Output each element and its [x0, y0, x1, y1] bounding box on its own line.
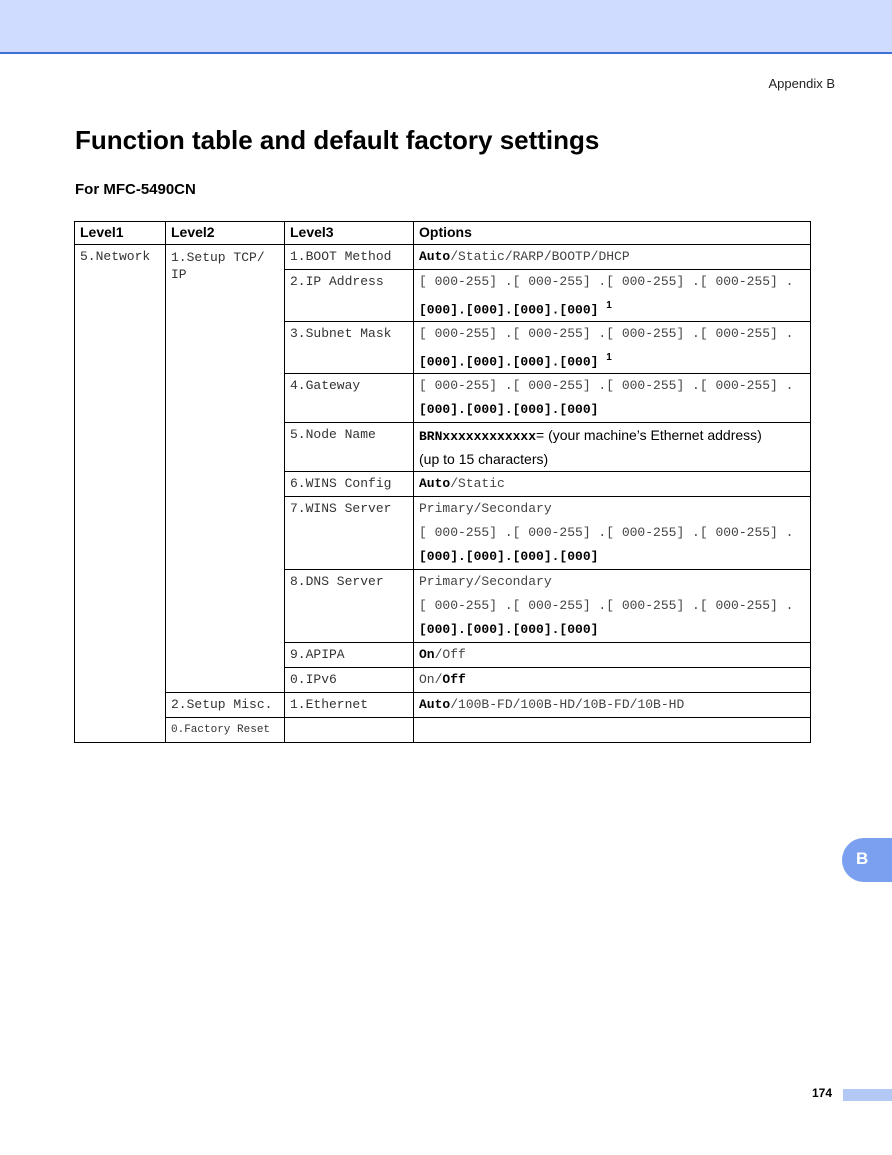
level3-apipa	[285, 643, 414, 668]
level3-wins-server	[285, 497, 414, 570]
level1-network	[75, 245, 166, 743]
subnet-range: [ 000-255] .[ 000-255] .[ 000-255] .[ 000-255] .	[419, 326, 794, 341]
ip-footnote: 1	[606, 300, 612, 311]
dns-server-label: 8.DNS Server	[290, 574, 384, 589]
gateway-label: 4.Gateway	[290, 378, 361, 393]
apipa-default: On	[419, 647, 435, 662]
wins-config-options: /Static	[450, 476, 505, 491]
subnet-label: 3.Subnet Mask	[290, 326, 392, 341]
section-subtitle: For MFC-5490CN	[75, 181, 196, 198]
ip-range: [ 000-255] .[ 000-255] .[ 000-255] .[ 000-255] .	[419, 274, 794, 289]
gateway-range: [ 000-255] .[ 000-255] .[ 000-255] .[ 000-255] .	[419, 378, 794, 393]
side-tab-letter: B	[856, 849, 869, 868]
dns-server-default: [000].[000].[000].[000]	[419, 622, 599, 637]
apipa-options: /Off	[434, 647, 466, 662]
level2-misc-label: 2.Setup Misc.	[171, 697, 273, 712]
table-header-row	[75, 222, 811, 245]
header-band	[0, 0, 892, 54]
wins-server-range: [ 000-255] .[ 000-255] .[ 000-255] .[ 000-255] .	[419, 525, 794, 540]
gateway-default: [000].[000].[000].[000]	[419, 402, 599, 417]
level3-wins-config	[285, 472, 414, 497]
header-level1: Level1	[75, 222, 166, 245]
level3-node-name	[285, 423, 414, 472]
level2-tcp-label: 1.Setup TCP/ IP	[171, 250, 265, 282]
ipv6-label: 0.IPv6	[290, 672, 337, 687]
wins-server-default: [000].[000].[000].[000]	[419, 549, 599, 564]
ip-default: [000].[000].[000].[000]	[419, 302, 599, 318]
wins-config-default: Auto	[419, 476, 451, 491]
subnet-footnote: 1	[606, 352, 612, 363]
appendix-side-tab	[842, 838, 892, 882]
table-row	[75, 718, 811, 743]
level3-ethernet	[285, 693, 414, 718]
level3-gateway	[285, 374, 414, 423]
options-node-name	[414, 423, 811, 472]
apipa-label: 9.APIPA	[290, 647, 345, 662]
options-ethernet	[414, 693, 811, 718]
level2-setup-misc	[166, 693, 285, 718]
options-dns-server	[414, 570, 811, 643]
options-gateway	[414, 374, 811, 423]
level3-empty	[285, 718, 414, 743]
options-wins-server	[414, 497, 811, 570]
level2-factory-reset	[166, 718, 285, 743]
level2-reset-label: 0.Factory Reset	[171, 724, 271, 736]
appendix-label: Appendix B	[768, 76, 835, 91]
level1-label: 5.Network	[80, 249, 151, 264]
options-ip-address	[414, 270, 811, 322]
dns-server-range: [ 000-255] .[ 000-255] .[ 000-255] .[ 000-255] .	[419, 598, 794, 613]
boot-label: 1.BOOT Method	[290, 249, 392, 264]
level3-ip-address	[285, 270, 414, 322]
node-limit: (up to 15 characters)	[419, 451, 549, 467]
wins-server-label: 7.WINS Server	[290, 501, 392, 516]
page-number-bar	[843, 1089, 892, 1101]
node-description: = (your machine’s Ethernet address)	[536, 427, 762, 443]
function-table	[74, 221, 811, 743]
boot-default: Auto	[419, 249, 451, 264]
subnet-default: [000].[000].[000].[000]	[419, 354, 599, 370]
node-code: BRNxxxxxxxxxxxx	[419, 429, 537, 444]
options-apipa	[414, 643, 811, 668]
options-boot-method	[414, 245, 811, 270]
options-wins-config	[414, 472, 811, 497]
dns-server-choice: Primary/Secondary	[419, 574, 552, 589]
ethernet-label: 1.Ethernet	[290, 697, 369, 712]
options-subnet-mask	[414, 322, 811, 374]
wins-config-label: 6.WINS Config	[290, 476, 392, 491]
level3-ipv6	[285, 668, 414, 693]
ethernet-default: Auto	[419, 697, 451, 712]
options-empty	[414, 718, 811, 743]
node-label: 5.Node Name	[290, 427, 376, 442]
page-number: 174	[812, 1086, 833, 1100]
level3-subnet-mask	[285, 322, 414, 374]
ipv6-options: On/	[419, 672, 443, 687]
ip-label: 2.IP Address	[290, 274, 384, 289]
table-row	[75, 245, 811, 270]
level3-dns-server	[285, 570, 414, 643]
boot-options: /Static/RARP/BOOTP/DHCP	[450, 249, 630, 264]
table-row	[75, 693, 811, 718]
header-level2: Level2	[166, 222, 285, 245]
level2-setup-tcp	[166, 245, 285, 693]
wins-server-choice: Primary/Secondary	[419, 501, 552, 516]
header-options: Options	[414, 222, 811, 245]
options-ipv6	[414, 668, 811, 693]
ethernet-options: /100B-FD/100B-HD/10B-FD/10B-HD	[450, 697, 685, 712]
page-title: Function table and default factory settings	[75, 125, 600, 155]
header-level3: Level3	[285, 222, 414, 245]
ipv6-default: Off	[442, 672, 466, 687]
level3-boot-method	[285, 245, 414, 270]
